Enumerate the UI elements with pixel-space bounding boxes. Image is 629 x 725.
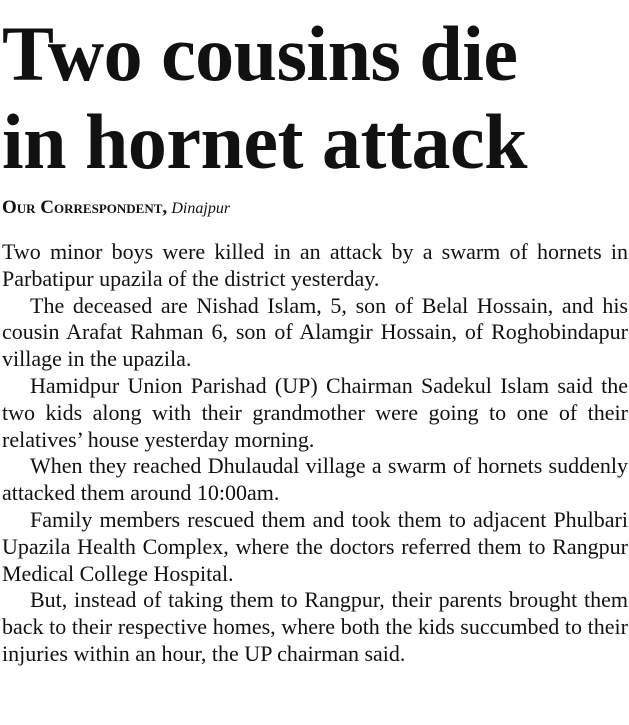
byline xyxy=(2,198,629,219)
article-body xyxy=(2,239,628,668)
headline-line-1: Two cousins die xyxy=(2,10,518,97)
headline xyxy=(2,0,629,186)
byline-author: Our Correspondent, xyxy=(2,197,168,218)
paragraph-4: When they reached Dhulaudal village a swarm of hornets suddenly attacked them around 10:00am. xyxy=(2,453,628,506)
paragraph-3: Hamidpur Union Parishad (UP) Chairman Sadekul Islam said the two kids along with their grandmother were going to one of their relatives’ house yesterday morning. xyxy=(2,372,628,452)
paragraph-5: Family members rescued them and took them to adjacent Phulbari Upazila Health Complex, where the doctors referred them to Rangpur Medical College Hospital. xyxy=(2,506,628,586)
paragraph-1: Two minor boys were killed in an attack by a swarm of hornets in Parbatipur upazila of the district yesterday. xyxy=(2,239,628,291)
paragraph-6: But, instead of taking them to Rangpur, their parents brought them back to their respective homes, where both the kids succumbed to their injuries within an hour, the UP chairman said. xyxy=(2,587,628,666)
paragraph-2: The deceased are Nishad Islam, 5, son of Belal Hossain, and his cousin Arafat Rahman 6, son of Alamgir Hossain, of Roghobindapur village in the upazila. xyxy=(2,292,628,372)
byline-place: Dinajpur xyxy=(171,200,231,217)
headline-line-2: in hornet attack xyxy=(2,98,527,185)
